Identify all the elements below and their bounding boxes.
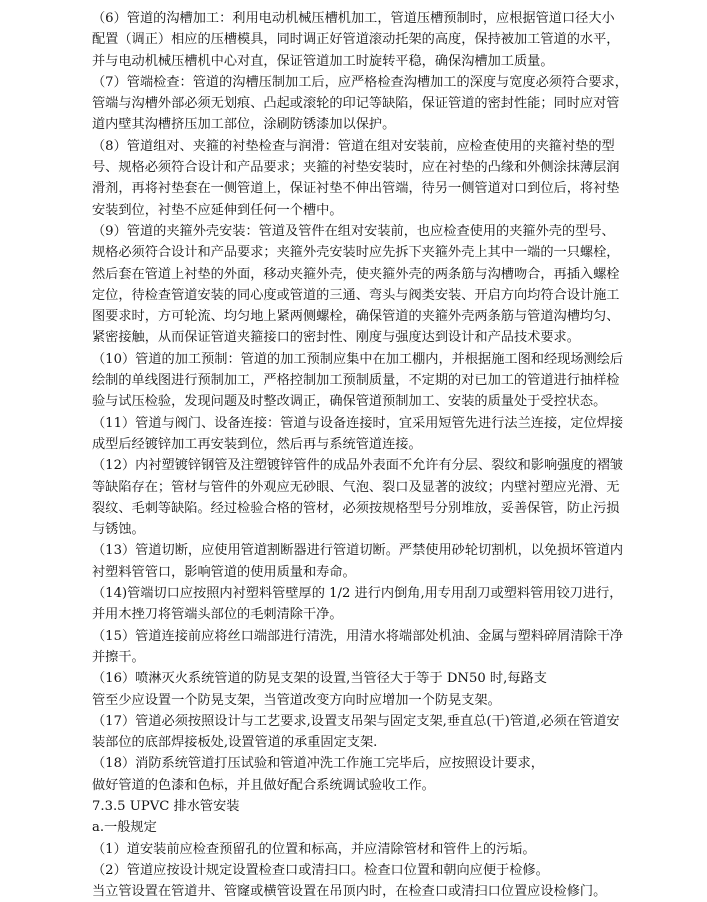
text-line: （18）消防系统管道打压试验和管道冲洗工作施工完毕后，应按照设计要求，: [92, 756, 544, 772]
text-line: 绘制的单线图进行预制加工，严格控制加工预制质量，不定期的对已加工的管道进行抽样检: [92, 373, 620, 389]
paragraph-6: [92, 8, 691, 72]
paragraph-13: [92, 540, 691, 583]
text-line: （6）管道的沟槽加工：利用电动机械压槽机加工，管道压槽预制时，应根据管道口径大小: [92, 11, 615, 26]
subsection-heading-text: a.一般规定: [92, 820, 157, 836]
text-line: 规格必须符合设计和产品要求；夹箍外壳安装时应先拆下夹箍外壳上其中一端的一只螺栓，: [92, 245, 620, 261]
text-line: （15）管道连接前应将丝口端部进行清洗，用清水将端部处机油、金属与塑料碎屑清除干净: [92, 628, 624, 644]
paragraph-14: [92, 583, 691, 626]
text-line: （9）管道的夹箍外壳安装：管道及管件在组对安装前，也应检查使用的夹箍外壳的型号、: [92, 223, 615, 239]
text-line: （1）道安装前应检查预留孔的位置和标高，并应清除管材和管件上的污垢。: [92, 841, 536, 857]
text-line: 做好管道的色漆和色标，并且做好配合系统调试验收工作。: [92, 777, 435, 793]
text-line: （11）管道与阀门、设备连接：管道与设备连接时，宜采用短管先进行法兰连接，定位焊接: [92, 415, 624, 431]
text-line: 道内壁其沟槽挤压加工部位，涂刷防锈漆加以保护。: [92, 117, 396, 133]
text-line: 验与试压检验，发现问题及时整改调正，确保管道预制加工、安装的质量处于受控状态。: [92, 394, 607, 410]
paragraph-8: [92, 136, 691, 221]
paragraph-12: [92, 455, 691, 540]
paragraph-18: [92, 753, 691, 796]
paragraph-7: [92, 72, 691, 136]
paragraph-9: [92, 221, 691, 349]
text-line: 并与电动机械压槽机中心对直，保证管道加工时旋转平稳，确保沟槽加工质量。: [92, 53, 554, 69]
paragraph-11: [92, 413, 691, 456]
text-line: 安装到位，衬垫不应延伸到任何一个槽中。: [92, 202, 343, 218]
rule-2: [92, 860, 691, 881]
paragraph-16: [92, 668, 691, 711]
text-line: 号、规格必须符合设计和产品要求；夹箍的衬垫安装时，应在衬垫的凸缘和外侧涂抹薄层润: [92, 160, 620, 176]
text-line: （13）管道切断，应使用管道割断器进行管道切断。严禁使用砂轮切割机，以免损坏管道内: [92, 543, 624, 559]
text-line: （17）管道必须按照设计与工艺要求,设置支吊架与固定支架,垂直总(干)管道,必须在管道安: [92, 713, 620, 729]
text-line: 图要求时，方可轮流、均匀地上紧两侧螺栓，确保管道的夹箍外壳两条筋与管道沟槽均匀、: [92, 309, 620, 325]
text-line: 紧密接触，从而保证管道夹箍接口的密封性、刚度与强度达到设计和产品技术要求。: [92, 330, 580, 346]
paragraph-15: [92, 626, 691, 669]
section-heading: [92, 796, 691, 817]
text-line: （12）内衬塑镀锌钢管及注塑镀锌管件的成品外表面不允许有分层、裂纹和影响强度的褶皱: [92, 458, 624, 474]
text-line: （14)管端切口应按照内衬塑料管壁厚的 1/2 进行内倒角,用专用刮刀或塑料管用铰刀进行，: [92, 586, 623, 602]
subsection-heading: [92, 817, 691, 838]
rule-2-continued: [92, 881, 691, 902]
text-line: 管端与沟槽外部必须无划痕、凸起或滚轮的印记等缺陷，保证管道的密封性能；同时应对管: [92, 96, 620, 112]
text-line: 等缺陷存在；管材与管件的外观应无砂眼、气泡、裂口及显著的波纹；内壁衬塑应光滑、无: [92, 479, 620, 495]
text-line: 成型后经镀锌加工再安装到位，然后再与系统管道连接。: [92, 436, 422, 452]
text-line: （8）管道组对、夹箍的衬垫检查与润滑：管道在组对安装前，应检查使用的夹箍衬垫的型: [92, 138, 615, 154]
text-line: 并用木挫刀将管端头部位的毛刺清除干净。: [92, 607, 343, 623]
text-line: 裂纹、毛刺等缺陷。经过检验合格的管材，必须按规格型号分别堆放，妥善保管，防止污损: [92, 500, 620, 516]
text-line: （7）管端检查：管道的沟槽压制加工后，应严格检查沟槽加工的深度与宽度必须符合要求，: [92, 74, 628, 90]
text-line: 滑剂，再将衬垫套在一侧管道上，保证衬垫不伸出管端，待另一侧管道对口到位后，将衬垫: [92, 181, 620, 197]
text-line: 管至少应设置一个防晃支架，当管道改变方向时应增加一个防晃支架。: [92, 692, 501, 708]
text-line: 与锈蚀。: [92, 522, 145, 538]
section-heading-text: 7.3.5 UPVC 排水管安装: [92, 798, 240, 814]
text-line: （16）喷淋灭火系统管道的防晃支架的设置,当管径大于等于 DN50 时,每路支: [92, 671, 547, 687]
text-line: 并擦干。: [92, 649, 145, 665]
text-line: 然后套在管道上衬垫的外面，移动夹箍外壳，使夹箍外壳的两条筋与沟槽吻合，再插入螺栓: [92, 266, 620, 282]
text-line: 配置（调正）相应的压槽模具，同时调正好管道滚动托架的高度，保持被加工管道的水平，: [92, 32, 620, 48]
text-line: 装部位的底部焊接板处,设置管道的承重固定支架.: [92, 735, 378, 751]
text-line: 定位，待检查管道安装的同心度或管道的三通、弯头与阀类安装、开启方向均符合设计施工: [92, 287, 620, 303]
text-line: （2）管道应按设计规定设置检查口或清扫口。检查口位置和朝向应便于检修。: [92, 862, 549, 878]
paragraph-10: [92, 349, 691, 413]
text-line: （10）管道的加工预制：管道的加工预制应集中在加工棚内，并根据施工图和经现场测绘后: [92, 351, 624, 367]
rule-1: [92, 839, 691, 860]
text-line: 当立管设置在管道井、管窿或横管设置在吊顶内时，在检查口或清扫口位置应设检修门。: [92, 884, 607, 900]
text-line: 衬塑料管管口，影响管道的使用质量和寿命。: [92, 564, 356, 580]
paragraph-17: [92, 711, 691, 754]
